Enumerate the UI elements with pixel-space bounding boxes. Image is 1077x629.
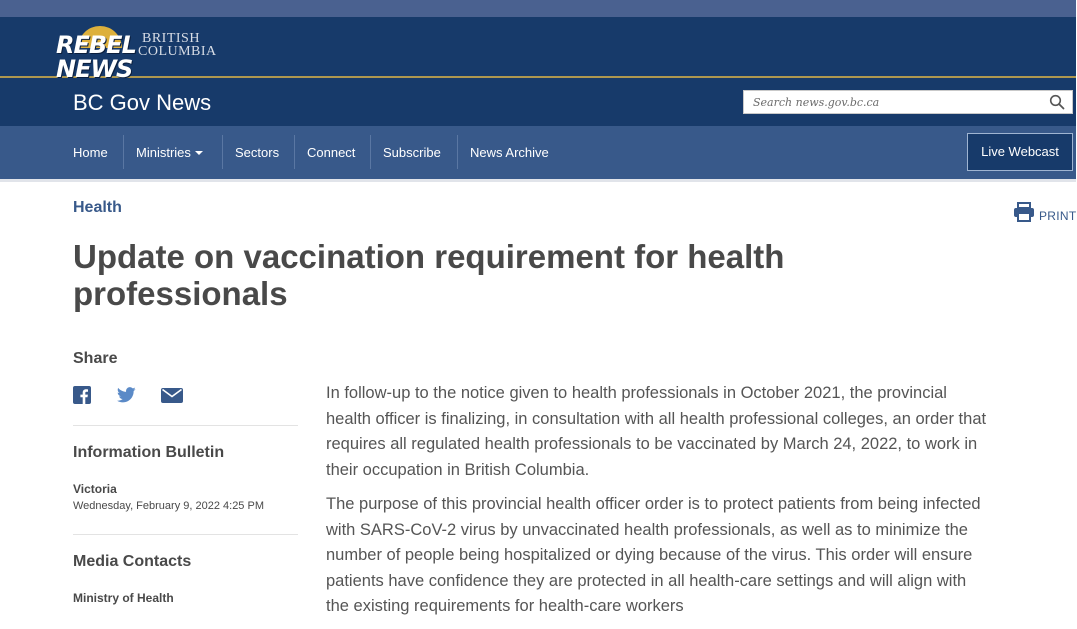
email-icon[interactable] xyxy=(161,388,183,403)
rebel-news-watermark xyxy=(56,28,136,84)
main-nav xyxy=(0,126,1076,182)
search-icon[interactable] xyxy=(1049,94,1065,110)
nav-sectors[interactable]: Sectors xyxy=(235,145,280,160)
nav-ministries-label: Ministries xyxy=(136,145,191,160)
nav-subscribe[interactable]: Subscribe xyxy=(383,145,441,160)
watermark-line-2: NEWS xyxy=(56,55,133,83)
site-title[interactable]: BC Gov News xyxy=(73,90,212,115)
nav-separator xyxy=(294,135,295,169)
nav-ministries[interactable] xyxy=(136,126,203,179)
printer-icon xyxy=(1013,202,1035,222)
bc-logo-line-1: BRITISH xyxy=(142,31,200,46)
share-heading: Share xyxy=(73,350,118,367)
nav-separator xyxy=(457,135,458,169)
watermark-line-1: REBEL xyxy=(56,31,136,59)
information-bulletin-heading: Information Bulletin xyxy=(73,444,225,461)
article-body xyxy=(326,381,988,629)
caret-down-icon xyxy=(195,151,203,155)
header-divider xyxy=(0,76,1076,78)
bulletin-location: Victoria xyxy=(73,482,117,496)
search-input[interactable] xyxy=(744,91,1044,113)
bc-logo-line-2: COLUMBIA xyxy=(138,44,217,59)
article-category[interactable]: Health xyxy=(73,199,122,216)
nav-separator xyxy=(370,135,371,169)
print-label: PRINT xyxy=(1039,209,1077,223)
media-contacts-heading: Media Contacts xyxy=(73,553,192,570)
bc-logo[interactable] xyxy=(138,32,217,58)
facebook-icon[interactable] xyxy=(73,386,91,404)
article-paragraph: The purpose of this provincial health officer order is to protect patients from being infected with SARS-CoV-2 virus by unvaccinated health professionals, as well as to minimize the number of people being hospitalized or dying because of the virus. This order will ensure patients have confidence they are protected in all health-care settings and will align with the existing requirements for health-care workers xyxy=(326,495,981,615)
bulletin-date: Wednesday, February 9, 2022 4:25 PM xyxy=(73,500,264,512)
nav-connect[interactable]: Connect xyxy=(307,145,356,160)
article-paragraph: In follow-up to the notice given to health professionals in October 2021, the provincial health officer is finalizing, in consultation with all health professional colleges, an order that requires all regulated health professionals to be vaccinated by March 24, 2022, to work in their occupation in British Columbia. xyxy=(326,384,987,479)
sidebar-divider xyxy=(73,534,298,535)
twitter-icon[interactable] xyxy=(117,387,136,403)
top-strip xyxy=(0,0,1076,17)
nav-separator xyxy=(222,135,223,169)
nav-news-archive[interactable]: News Archive xyxy=(470,145,549,160)
nav-separator xyxy=(123,135,124,169)
live-webcast-button[interactable]: Live Webcast xyxy=(967,133,1073,171)
search-box xyxy=(743,90,1073,114)
article-title: Update on vaccination requirement for health professionals xyxy=(73,238,785,312)
sidebar-divider xyxy=(73,425,298,426)
media-contact-ministry: Ministry of Health xyxy=(73,591,174,605)
nav-home[interactable]: Home xyxy=(73,145,108,160)
